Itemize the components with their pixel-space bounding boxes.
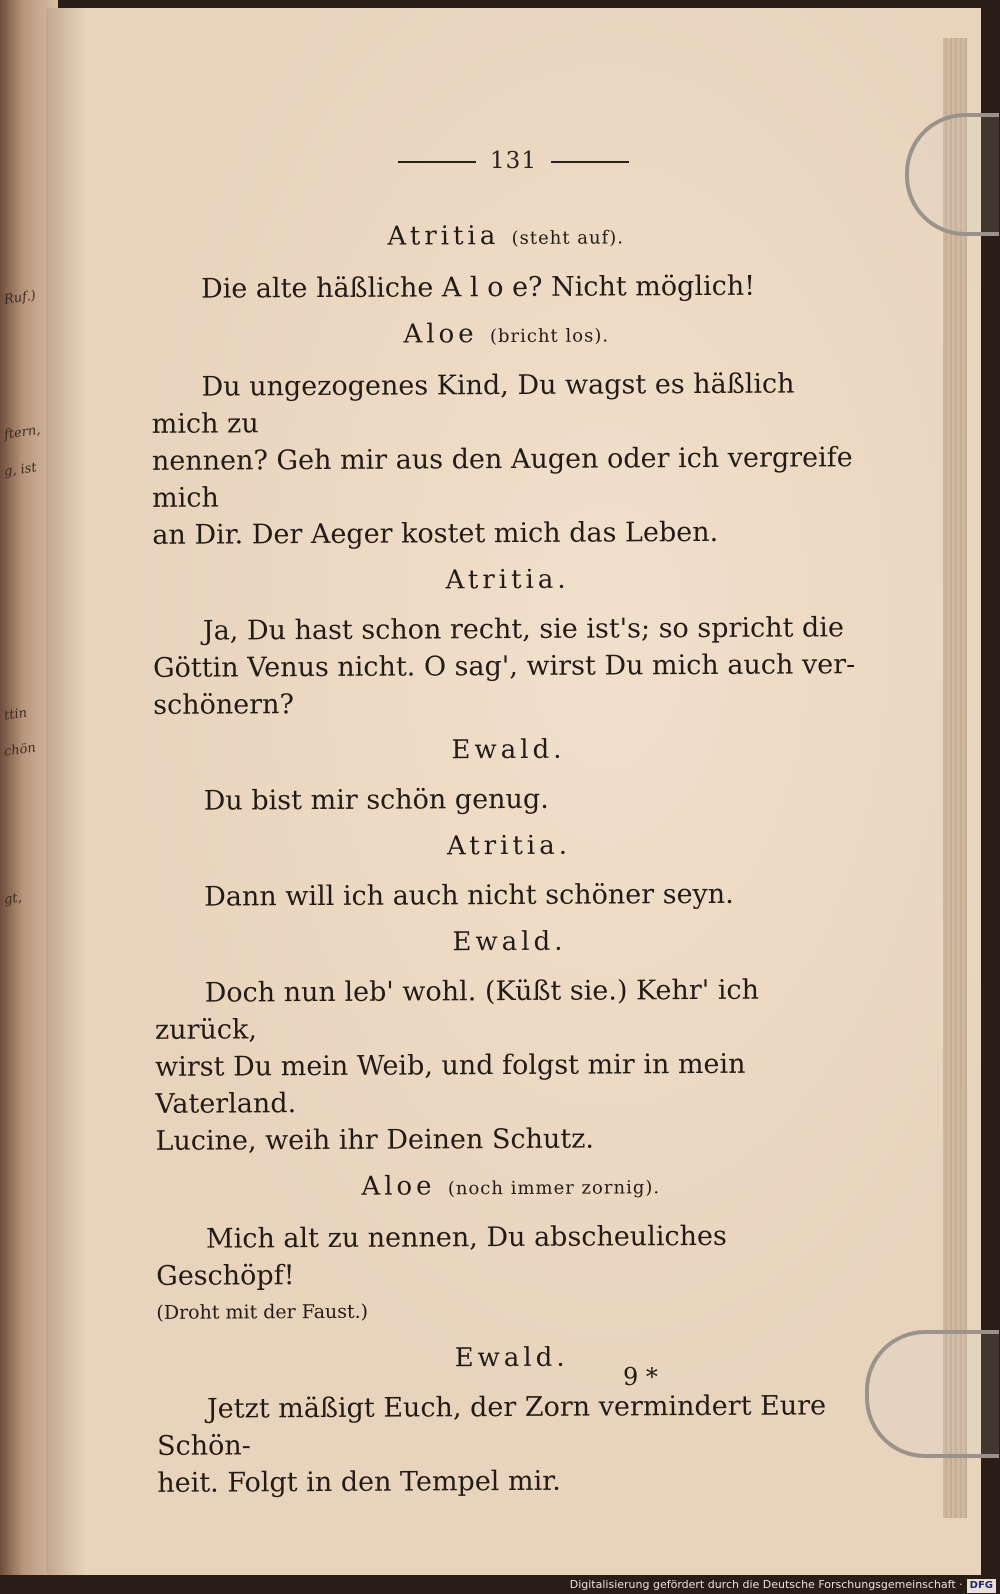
stage-direction: (bricht los). [489, 325, 610, 348]
paper-clip-bottom [865, 1330, 999, 1458]
speaker-name: Ewald. [454, 1342, 569, 1374]
speech-line: Die alte häßliche A l o e? Nicht möglich! [200, 270, 756, 305]
speaker-heading [156, 1166, 866, 1209]
speech-block [156, 1217, 866, 1295]
dfg-logo: DFG [967, 1579, 996, 1593]
page-number: 131 [490, 148, 537, 174]
facing-page-text: g, ist [3, 460, 38, 480]
facing-page-text: ttin [3, 705, 28, 724]
speaker-heading [153, 730, 863, 771]
digitization-credit [0, 1575, 1000, 1594]
facing-page-text: chön [3, 740, 37, 760]
speech-line: an Dir. Der Aeger kostet mich das Leben. [152, 516, 719, 551]
page-stack-edges [943, 38, 967, 1518]
facing-page-text: Ruf.) [3, 288, 37, 308]
stage-direction-line: (Droht mit der Faust.) [156, 1300, 369, 1324]
speaker-name: Atritia [387, 221, 500, 252]
speaker-heading [151, 314, 861, 357]
speaker-heading [154, 922, 864, 963]
facing-page-text: ftern, [3, 422, 42, 443]
speech-line: Mich alt zu nennen, Du abscheuliches Geschöpf! [156, 1220, 727, 1292]
speaker-heading [151, 216, 861, 259]
speaker-name: Aloe [403, 319, 478, 350]
book-page [46, 8, 981, 1575]
speech-line: Du bist mir schön genug. [203, 783, 549, 817]
speaker-heading [157, 1338, 867, 1379]
speech-block [151, 365, 862, 554]
speech-line: Göttin Venus nicht. O sag', wirst Du mich auch ver- [152, 649, 856, 684]
speech-block [151, 267, 861, 308]
speech-line: Dann will ich auch nicht schöner seyn. [204, 878, 734, 913]
page-header [46, 148, 981, 174]
stage-direction: (noch immer zornig). [447, 1177, 661, 1200]
credit-text: Digitalisierung gefördert durch die Deutsche Forschungsgemeinschaft · [569, 1578, 963, 1591]
speech-block [155, 971, 866, 1160]
speaker-heading [152, 560, 862, 601]
speech-block [154, 875, 864, 916]
speaker-heading [154, 826, 864, 867]
facing-page-text: gt, [3, 890, 23, 908]
speaker-name: Aloe [361, 1171, 436, 1202]
speech-line: nennen? Geh mir aus den Augen oder ich vergreife mich [151, 442, 853, 514]
speaker-name: Ewald. [452, 926, 567, 958]
speech-line: wirst Du mein Weib, und folgst mir in mein Vaterland. [155, 1048, 746, 1120]
speech-line: Jetzt mäßigt Euch, der Zorn vermindert Eure Schön- [157, 1390, 827, 1462]
speech-line: schönern? [153, 689, 295, 721]
play-text [151, 206, 868, 1502]
speaker-name: Ewald. [451, 734, 566, 766]
speaker-name: Atritia. [446, 830, 572, 862]
header-rule-right [551, 161, 629, 163]
speaker-name: Atritia. [445, 564, 570, 596]
header-rule-left [398, 161, 476, 163]
stage-direction: (steht auf). [511, 227, 625, 249]
speech-line: Du ungezogenes Kind, Du wagst es häßlich mich zu [151, 368, 795, 440]
speech-block [153, 609, 864, 724]
speech-line: Lucine, weih ihr Deinen Schutz. [155, 1123, 595, 1157]
speech-line: Doch nun leb' wohl. (Küßt sie.) Kehr' ich zurück, [154, 974, 760, 1046]
signature-mark: 9 * [623, 1363, 658, 1391]
speech-block [154, 779, 864, 820]
speech-line: Ja, Du hast schon recht, sie ist's; so spricht die [202, 612, 844, 647]
speech-line: heit. Folgt in den Tempel mir. [157, 1465, 561, 1499]
speech-block [157, 1387, 868, 1502]
